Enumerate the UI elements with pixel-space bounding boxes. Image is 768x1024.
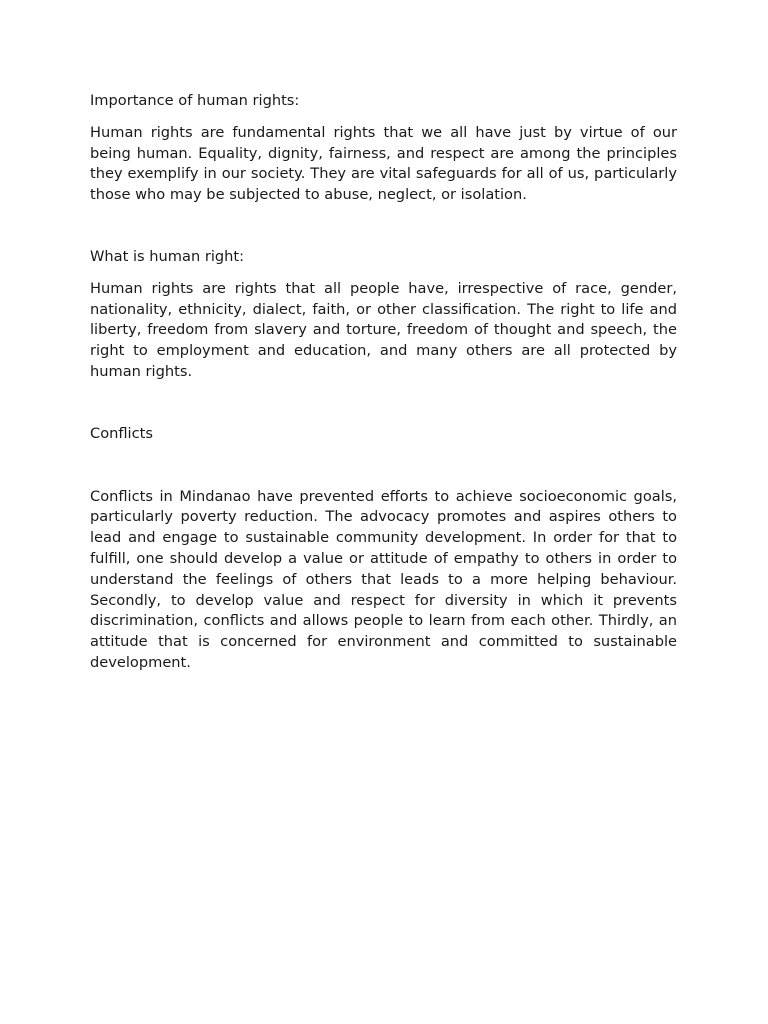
section-body-conflicts: Conflicts in Mindanao have prevented efforts to achieve socioeconomic goals, particularly poverty reduction. The advocacy promotes and aspires others to lead and engage to sustainable community development. In order for that to fulfill, one should develop a value or attitude of empathy to others in order to understand the feelings of others that leads to a more helping behaviour. Secondly, to develop value and respect for diversity in which it prevents discrimination, conflicts and allows people to learn from each other. Thirdly, an attitude that is concerned for environment and committed to sustainable development. [90,487,677,671]
section-body-importance: Human rights are fundamental rights that we all have just by virtue of our being human. Equality, dignity, fairness, and respect are among the principles they exemplify in our society. They are vital safeguards for all of us, particularly those who may be subjected to abuse, neglect, or isolation. [90,123,677,204]
section-heading-conflicts: Conflicts [90,424,153,442]
section-body-what-is: Human rights are rights that all people have, irrespective of race, gender, nationality, ethnicity, dialect, faith, or other classification. The right to life and liberty, freedom from slavery and torture, freedom of thought and speech, the right to employment and education, and many others are all protected by human rights. [90,279,677,380]
section-heading-importance: Importance of human rights: [90,92,300,109]
section-heading-what-is: What is human right: [90,247,245,265]
document-page [90,91,677,674]
